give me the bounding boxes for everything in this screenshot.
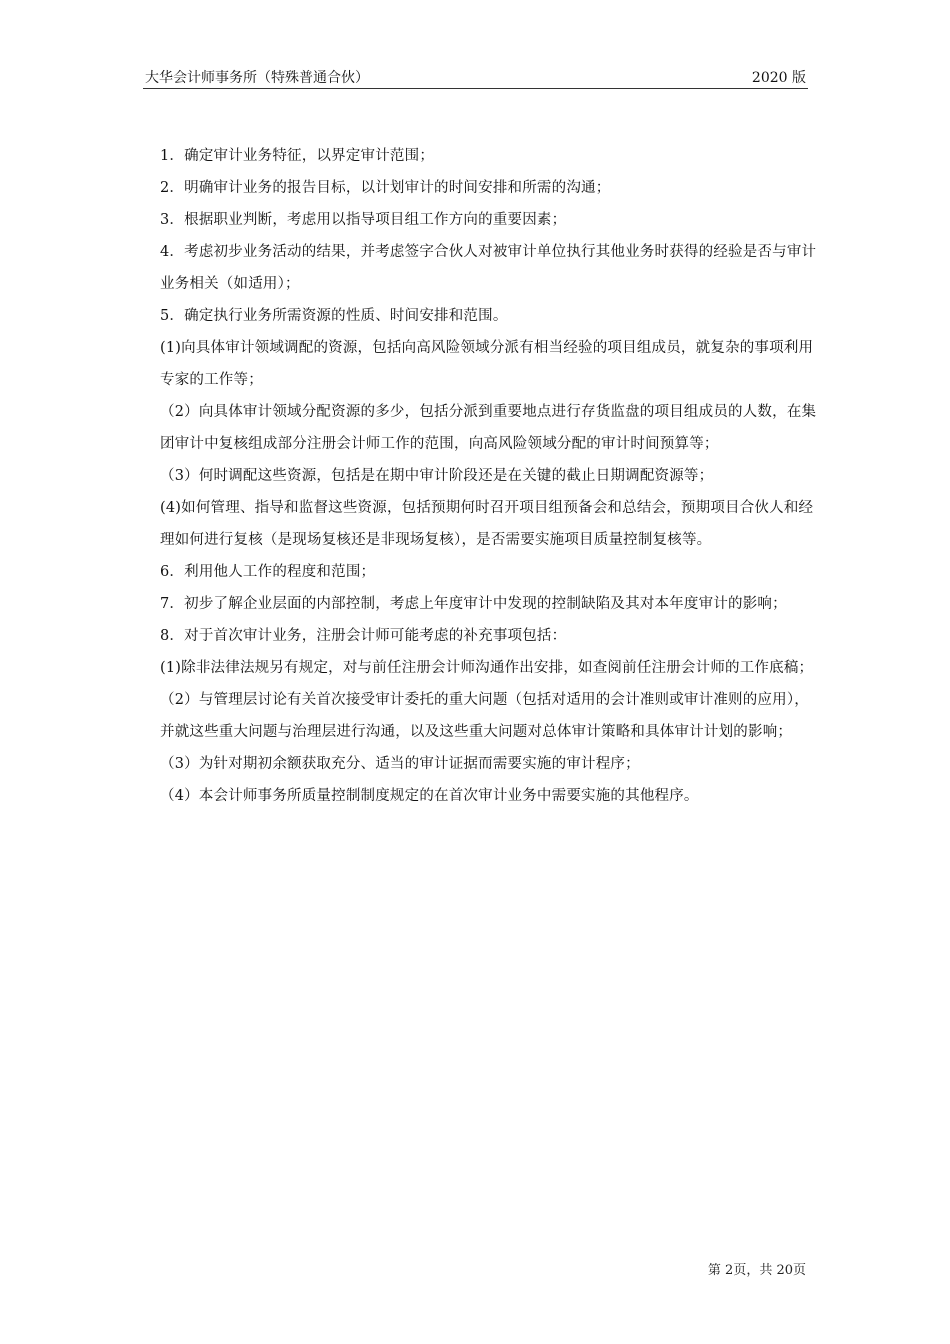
paragraph-5-3: （3）何时调配这些资源，包括是在期中审计阶段还是在关键的截止日期调配资源等； xyxy=(160,468,714,484)
paragraph-1: 1．确定审计业务特征，以界定审计范围； xyxy=(160,148,435,164)
paragraph-8-2: （2）与管理层讨论有关首次接受审计委托的重大问题（包括对适用的会计准则或审计准则的应用），并就这些重大问题与治理层进行沟通，以及这些重大问题对总体审计策略和具体审计计划的影响； xyxy=(160,692,809,740)
page-header xyxy=(143,66,808,89)
paragraph-7: 7．初步了解企业层面的内部控制，考虑上年度审计中发现的控制缺陷及其对本年度审计的影响； xyxy=(160,596,787,612)
paragraph-8: 8．对于首次审计业务，注册会计师可能考虑的补充事项包括： xyxy=(160,628,567,644)
paragraph-8-1: (1)除非法律法规另有规定，对与前任注册会计师沟通作出安排，如查阅前任注册会计师的工作底稿； xyxy=(160,660,814,676)
paragraph-5-2: （2）向具体审计领域分配资源的多少，包括分派到重要地点进行存货监盘的项目组成员的人数，在集团审计中复核组成部分注册会计师工作的范围，向高风险领域分配的审计时间预算等； xyxy=(160,404,817,452)
paragraph-5: 5．确定执行业务所需资源的性质、时间安排和范围。 xyxy=(160,308,508,324)
document-body xyxy=(160,140,820,812)
page-number: 第 2页，共 20页 xyxy=(707,1263,806,1278)
paragraph-8-3: （3）为针对期初余额获取充分、适当的审计证据而需要实施的审计程序； xyxy=(160,756,640,772)
paragraph-4: 4．考虑初步业务活动的结果，并考虑签字合伙人对被审计单位执行其他业务时获得的经验是否与审计业务相关（如适用）； xyxy=(160,244,817,292)
paragraph-5-4: (4)如何管理、指导和监督这些资源，包括预期何时召开项目组预备会和总结会，预期项目合伙人和经理如何进行复核（是现场复核还是非现场复核），是否需要实施项目质量控制复核等。 xyxy=(160,500,814,548)
paragraph-6: 6．利用他人工作的程度和范围； xyxy=(160,564,376,580)
paragraph-3: 3．根据职业判断，考虑用以指导项目组工作方向的重要因素； xyxy=(160,212,567,228)
paragraph-5-1: (1)向具体审计领域调配的资源，包括向高风险领域分派有相当经验的项目组成员，就复杂的事项利用专家的工作等； xyxy=(160,340,814,388)
page-footer xyxy=(708,1259,806,1278)
header-edition: 2020 版 xyxy=(751,70,806,86)
paragraph-2: 2．明确审计业务的报告目标，以计划审计的时间安排和所需的沟通； xyxy=(160,180,611,196)
paragraph-8-4: （4）本会计师事务所质量控制制度规定的在首次审计业务中需要实施的其他程序。 xyxy=(160,788,699,804)
header-org-name: 大华会计师事务所（特殊普通合伙） xyxy=(145,70,369,86)
